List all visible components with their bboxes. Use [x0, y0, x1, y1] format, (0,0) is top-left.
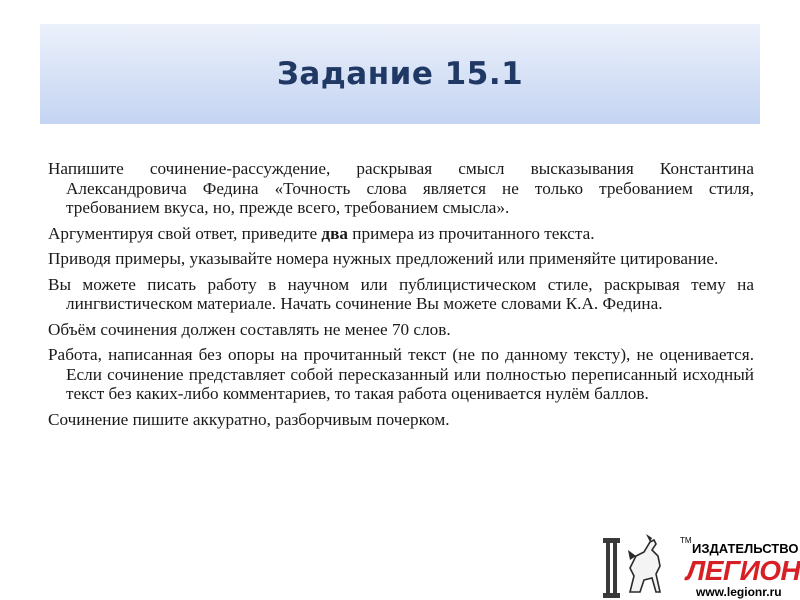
publisher-logo	[600, 530, 800, 600]
logo-website[interactable]: www.legionr.ru	[696, 585, 782, 599]
logo-publisher-label: ИЗДАТЕЛЬСТВО	[692, 541, 799, 556]
instruction-paragraph-3: Приводя примеры, указывайте номера нужных предложений или применяйте цитирование.	[48, 249, 719, 268]
logo-emblem-icon	[600, 530, 690, 600]
logo-brand-name: ЛЕГИОН	[686, 555, 800, 586]
instruction-2-emphasis: два	[321, 223, 348, 243]
horse-shape	[630, 540, 660, 592]
logo-trademark: TM	[680, 536, 692, 545]
instruction-paragraph-2	[48, 224, 754, 244]
instruction-paragraph-5: Объём сочинения должен составлять не менее 70 слов.	[48, 319, 451, 339]
column-shape-left	[606, 542, 610, 594]
instruction-paragraph-6: Работа, написанная без опоры на прочитанный текст (не по данному тексту), не оценивается. Если сочинение представляет собой пересказанный или полностью переписанный исходный текст без каких-либо комментариев, то такая работа оценивается нулём баллов.	[48, 345, 754, 403]
slide-title: Задание 15.1	[276, 56, 524, 92]
column-capital	[603, 538, 620, 543]
column-shape-right	[613, 542, 617, 594]
title-banner	[40, 24, 760, 124]
instruction-paragraph-4: Вы можете писать работу в научном или публицистическом стиле, раскрывая тему на лингвистическом материале. Начать сочинение Вы можете словами К.А. Федина.	[48, 274, 754, 313]
instruction-2-end: примера из прочитанного текста.	[347, 223, 595, 243]
instruction-paragraph-1: Напишите сочинение-рассуждение, раскрывая смысл высказывания Константина Александровича Федина «Точность слова является не только требованием стиля, требованием вкуса, но, прежде всего, требованием смысла».	[48, 159, 754, 217]
instruction-2-start: Аргументируя свой ответ, приведите	[48, 223, 322, 243]
column-base	[603, 593, 620, 598]
instruction-paragraph-7: Сочинение пишите аккуратно, разборчивым почерком.	[48, 409, 450, 429]
task-instructions	[48, 159, 754, 435]
